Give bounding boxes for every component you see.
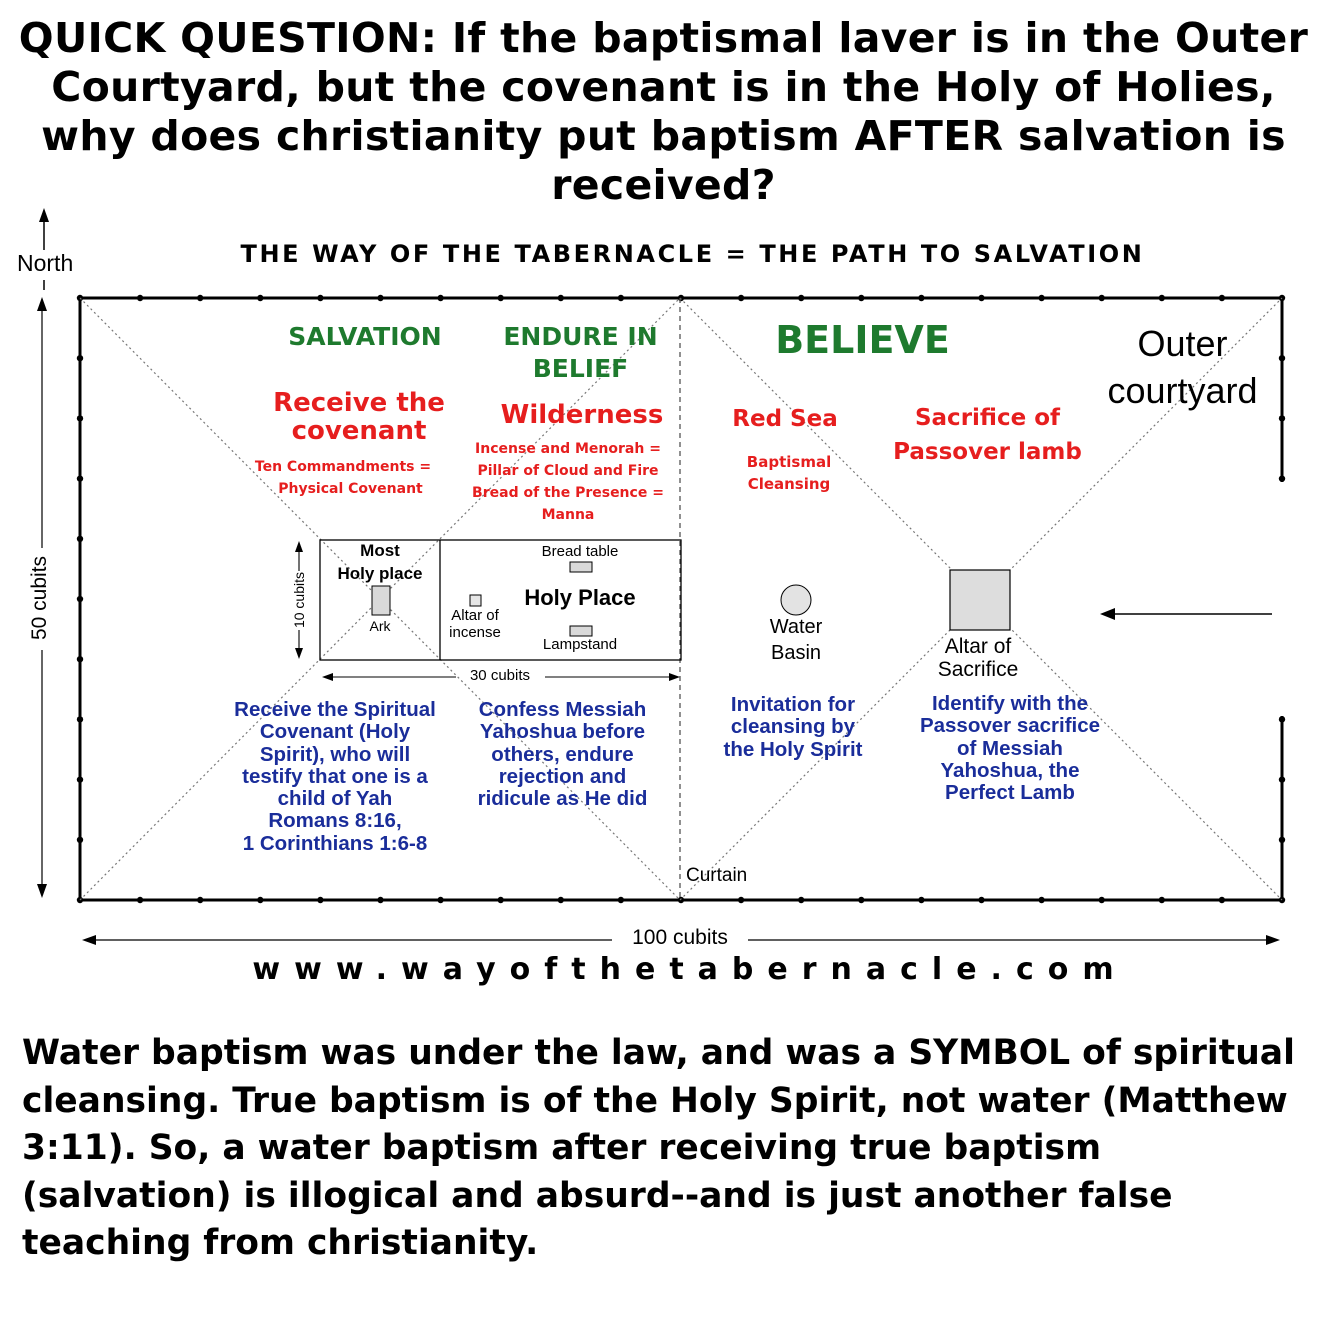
courtyard-post <box>498 897 504 903</box>
courtyard-post <box>77 475 83 481</box>
courtyard-post <box>1279 716 1285 722</box>
wilderness-label: Wilderness <box>500 400 664 430</box>
stage-salvation: SALVATION <box>288 322 442 351</box>
altar-of-sacrifice-line1: Altar of <box>944 635 1012 658</box>
lampstand-label: Lampstand <box>542 636 618 653</box>
courtyard-post <box>678 897 684 903</box>
courtyard-post <box>558 897 564 903</box>
width-dimension-label: 100 cubits <box>632 926 728 949</box>
courtyard-post <box>1159 897 1165 903</box>
north-label: North <box>17 250 74 276</box>
courtyard-post <box>618 897 624 903</box>
water-basin-line2: Basin <box>770 642 822 664</box>
courtyard-post <box>798 897 804 903</box>
courtyard-post <box>1279 837 1285 843</box>
courtyard-post <box>798 295 804 301</box>
water-basin-line1: Water <box>769 616 823 638</box>
entrance-arrow-icon <box>1100 608 1272 620</box>
most-holy-line1: Most <box>360 541 400 560</box>
courtyard-post <box>137 897 143 903</box>
courtyard-post <box>1279 355 1285 361</box>
most-holy-line2: Holy place <box>337 564 423 583</box>
courtyard-post <box>858 897 864 903</box>
altar-of-incense-line2: incense <box>449 624 501 641</box>
receive-covenant-line1: Receive the <box>273 388 445 418</box>
stage-believe: BELIEVE <box>775 318 950 362</box>
incense-line4: Manna <box>541 507 595 523</box>
altar-of-incense-line1: Altar of <box>451 607 499 624</box>
incense-line1: Incense and Menorah = <box>475 441 661 457</box>
courtyard-post <box>77 837 83 843</box>
courtyard-post <box>918 897 924 903</box>
body-text: Water baptism was under the law, and was a SYMBOL of spiritual cleansing. True baptism is of the Holy Spirit, not water (Matthew 3:11). So, a water baptism after receiving true baptism (salvation) is illogical and absurd--and is just another false teaching from christianity. <box>22 1033 1295 1263</box>
courtyard-post <box>858 295 864 301</box>
courtyard-post <box>1279 475 1285 481</box>
ark-label: Ark <box>369 618 391 634</box>
altar-of-incense-shape <box>470 595 481 606</box>
incense-line2: Pillar of Cloud and Fire <box>477 463 659 479</box>
outer-courtyard-line2: courtyard <box>1107 370 1258 411</box>
spiritual-covenant-text: Receive the Spiritual Covenant (Holy Spirit), who will testify that one is a child of Yah Romans 8:16, 1 Corinthians 1:6-8 <box>234 698 436 855</box>
courtyard-post <box>197 897 203 903</box>
baptismal-cleansing-line2: Cleansing <box>747 475 831 493</box>
courtyard-post <box>1219 295 1225 301</box>
courtyard-post <box>1159 295 1165 301</box>
courtyard-post <box>317 295 323 301</box>
courtyard-post <box>738 897 744 903</box>
courtyard-post <box>1099 897 1105 903</box>
bread-table-shape <box>570 562 592 572</box>
courtyard-post <box>377 295 383 301</box>
courtyard-post <box>317 897 323 903</box>
courtyard-post <box>137 295 143 301</box>
inner-height-label: 10 cubits <box>291 571 307 629</box>
north-arrow-icon <box>39 208 49 290</box>
curtain-label: Curtain <box>686 865 748 886</box>
courtyard-post <box>978 897 984 903</box>
identify-passover-text: Identify with the Passover sacrifice of Messiah Yahoshua, the Perfect Lamb <box>919 692 1101 805</box>
sacrifice-line2: Passover lamb <box>893 439 1082 465</box>
altar-of-sacrifice-shape <box>950 570 1010 630</box>
holy-place-label: Holy Place <box>524 585 636 610</box>
diagram-subtitle: THE WAY OF THE TABERNACLE = THE PATH TO SALVATION <box>240 240 1145 268</box>
courtyard-post <box>257 295 263 301</box>
height-dimension-label: 50 cubits <box>28 555 51 641</box>
courtyard-post <box>437 897 443 903</box>
incense-line3: Bread of the Presence = <box>472 485 664 501</box>
courtyard-post <box>918 295 924 301</box>
courtyard-post <box>257 897 263 903</box>
baptismal-cleansing-line1: Baptismal <box>746 453 832 471</box>
courtyard-post <box>77 656 83 662</box>
outer-courtyard-line1: Outer <box>1137 323 1228 364</box>
sacrifice-line1: Sacrifice of <box>914 405 1061 431</box>
courtyard-post <box>77 716 83 722</box>
ark-shape <box>372 586 390 615</box>
courtyard-post <box>738 295 744 301</box>
altar-of-sacrifice-line2: Sacrifice <box>937 658 1019 681</box>
website-url: www.wayofthetabernacle.com <box>252 952 1128 987</box>
receive-covenant-line2: covenant <box>291 416 427 446</box>
ten-commandments-line2: Physical Covenant <box>278 481 423 497</box>
courtyard-post <box>498 295 504 301</box>
courtyard-post <box>558 295 564 301</box>
courtyard-post <box>618 295 624 301</box>
courtyard-post <box>77 355 83 361</box>
courtyard-post <box>978 295 984 301</box>
inner-width-label: 30 cubits <box>469 667 531 684</box>
stage-endure-line2: BELIEF <box>532 354 629 383</box>
courtyard-post <box>1279 776 1285 782</box>
water-basin-shape <box>781 585 811 615</box>
courtyard-post <box>77 415 83 421</box>
courtyard-post <box>437 295 443 301</box>
confess-messiah-text: Confess Messiah Yahoshua before others, endure rejection and ridicule as He did <box>477 698 648 811</box>
courtyard-post <box>1038 897 1044 903</box>
courtyard-post <box>1099 295 1105 301</box>
courtyard-post <box>377 897 383 903</box>
courtyard-post <box>1219 897 1225 903</box>
ten-commandments-line1: Ten Commandments = <box>254 459 432 475</box>
courtyard-post <box>678 295 684 301</box>
courtyard-post <box>1038 295 1044 301</box>
courtyard-post <box>77 596 83 602</box>
invitation-text: Invitation for cleansing by the Holy Spirit <box>723 693 863 761</box>
lampstand-shape <box>570 626 592 636</box>
courtyard-post <box>77 536 83 542</box>
courtyard-post <box>197 295 203 301</box>
stage-endure-line1: ENDURE IN <box>503 322 658 351</box>
bread-table-label: Bread table <box>541 543 619 560</box>
courtyard-post <box>1279 415 1285 421</box>
courtyard-post <box>77 776 83 782</box>
headline: QUICK QUESTION: If the baptismal laver is in the Outer Courtyard, but the covenant is in the Holy of Holies, why does christianity put baptism AFTER salvation is received? <box>18 14 1309 209</box>
red-sea-label: Red Sea <box>732 406 838 432</box>
